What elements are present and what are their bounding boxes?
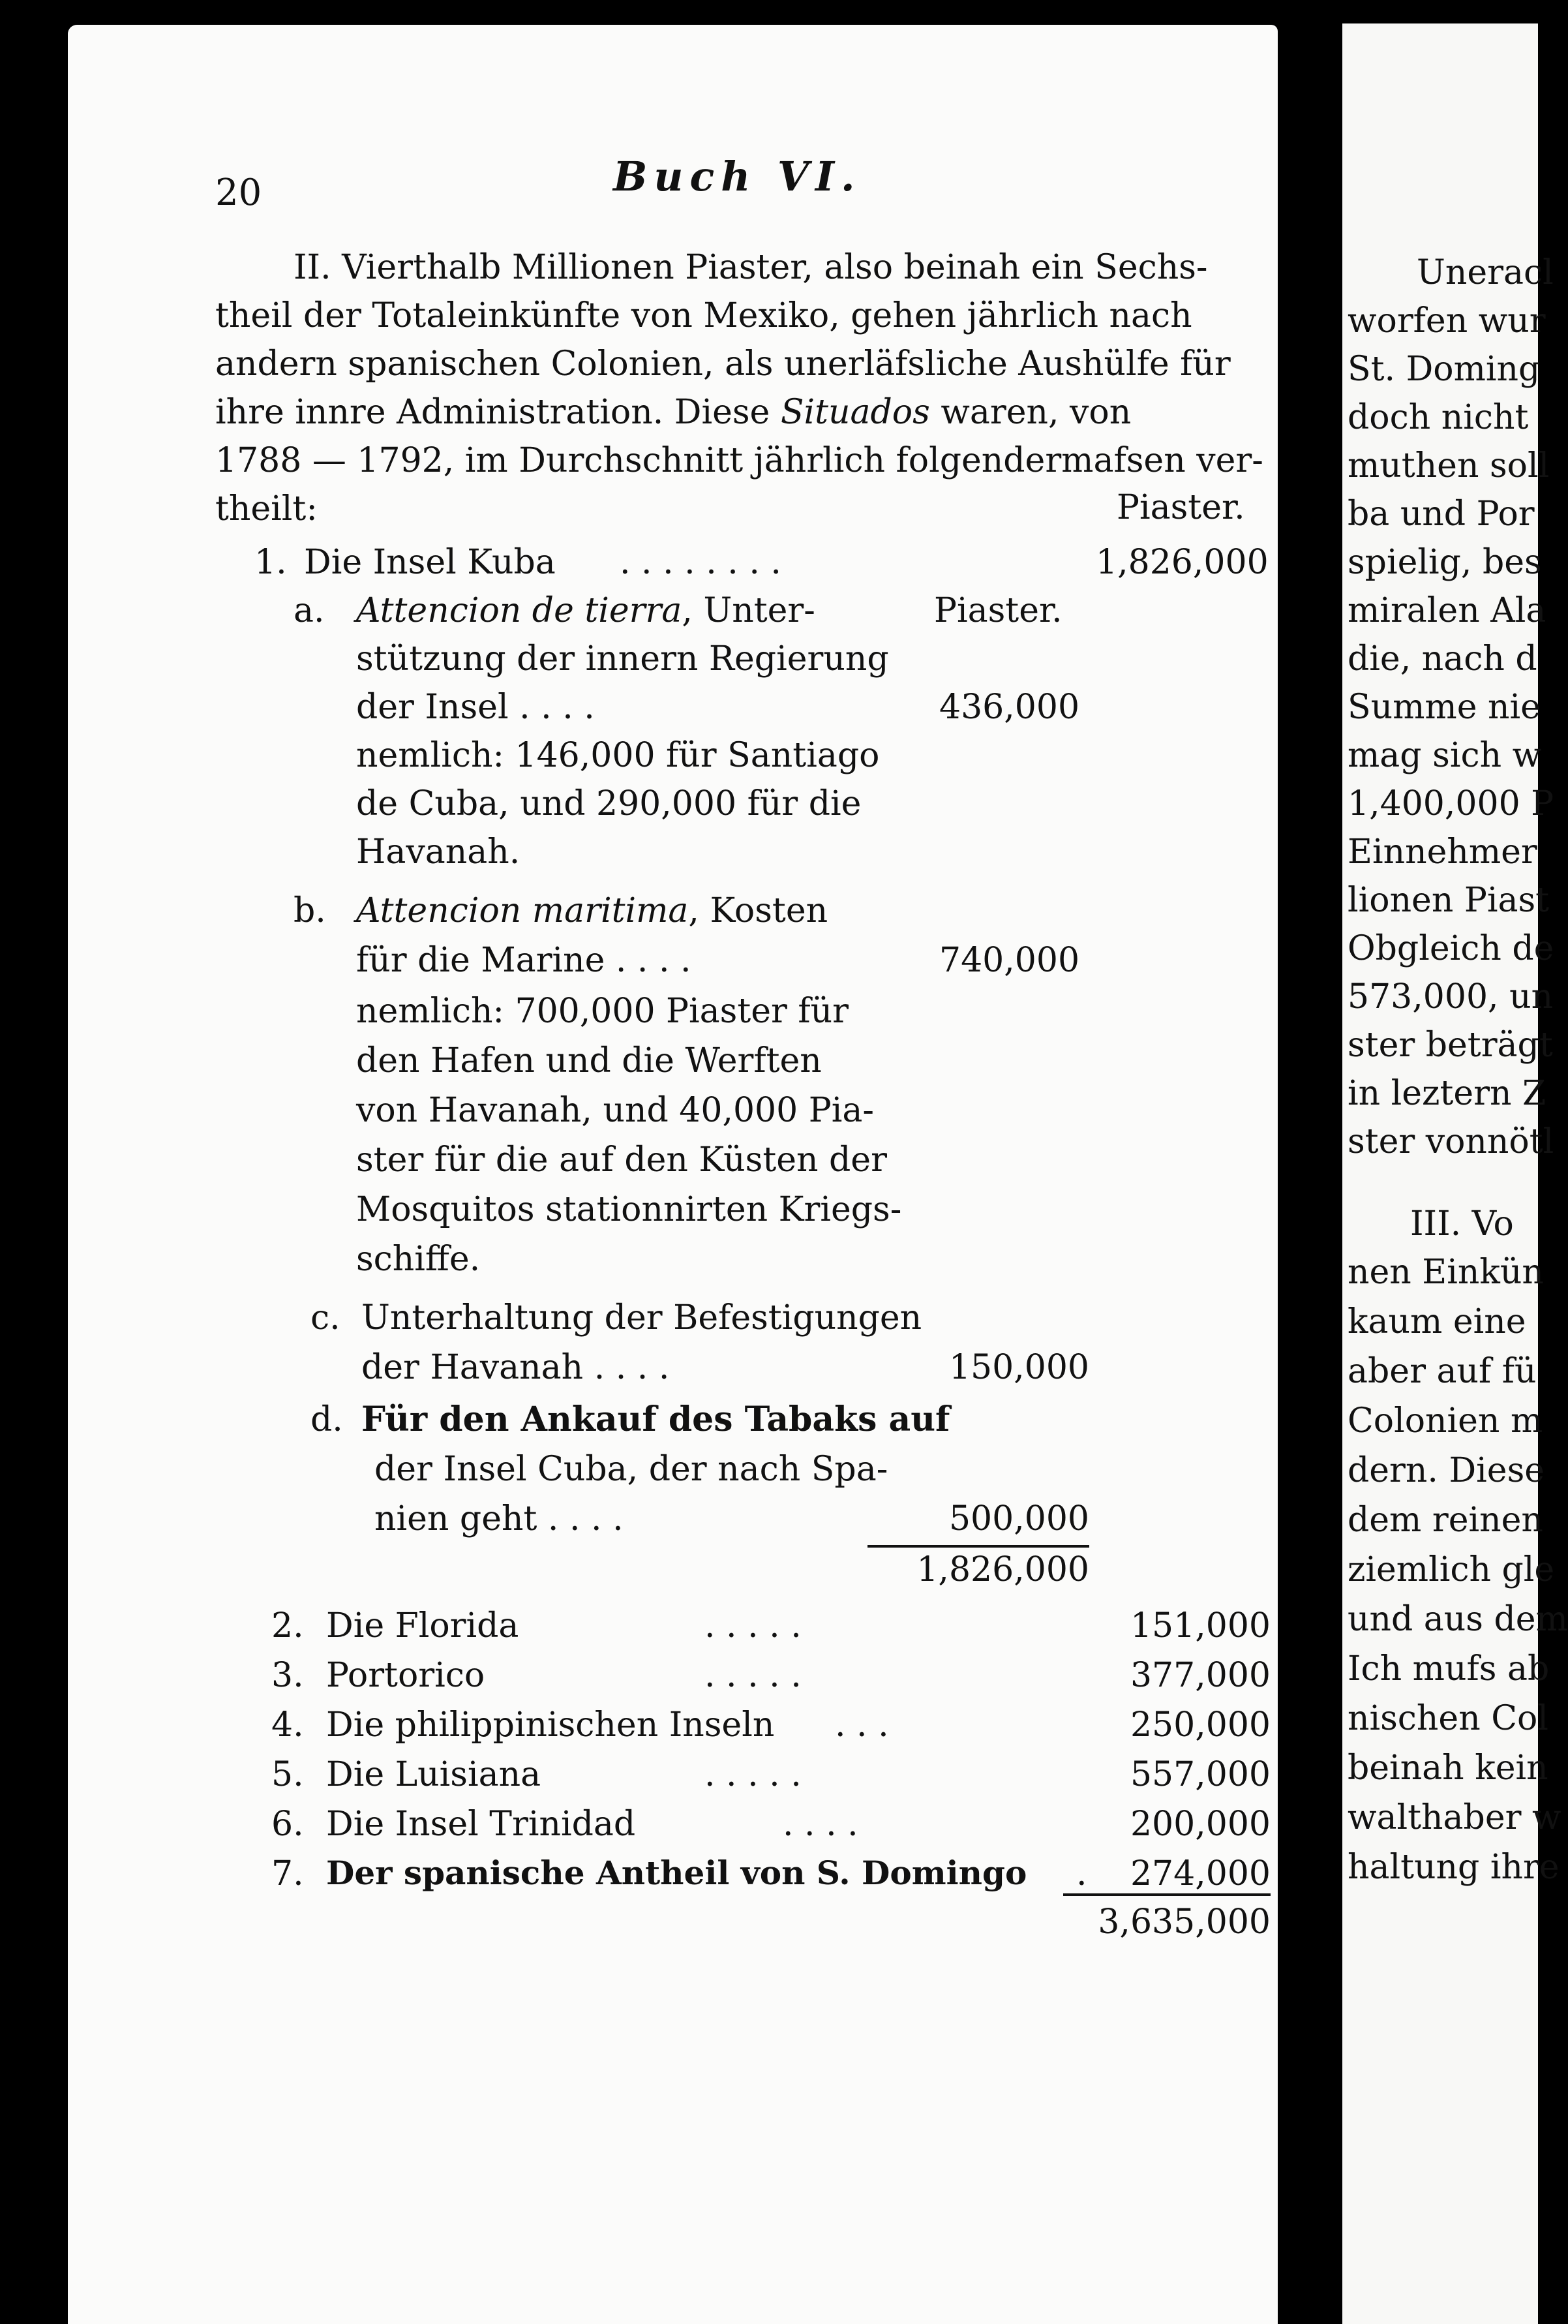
row-value: 557,000 <box>1130 1755 1271 1794</box>
row-dots: . . . . . . . . <box>620 543 781 582</box>
sub-line: Unterhaltung der Befestigungen <box>361 1298 922 1338</box>
sub-line: nemlich: 146,000 für Santiago <box>356 736 880 775</box>
right-line: spielig, bes <box>1348 543 1542 582</box>
right-line: St. Doming <box>1348 350 1541 389</box>
row-value: 274,000 <box>1130 1854 1271 1893</box>
row-dots: . . . . . <box>704 1656 802 1695</box>
sub-line: der Insel Cuba, der nach Spa- <box>374 1450 888 1489</box>
sub-line: de Cuba, und 290,000 für die <box>356 784 862 823</box>
sub-line: Mosquitos stationnirten Kriegs- <box>356 1190 902 1229</box>
intro-text: theil der Totaleinkünfte von Mexiko, gehen jährlich nach <box>215 296 1192 335</box>
row-dots: . . . <box>835 1705 889 1745</box>
sub-line: der Insel . . . . <box>356 688 595 727</box>
row-dots: . . . . . <box>704 1755 802 1794</box>
sub-line: Für den Ankauf des Tabaks auf <box>361 1399 950 1439</box>
row-value: 250,000 <box>1130 1705 1271 1745</box>
right-line: dem reinen <box>1348 1501 1543 1540</box>
total-value: 3,635,000 <box>1098 1903 1271 1942</box>
row-label: Die Florida <box>326 1606 519 1645</box>
sub-value: 740,000 <box>939 941 1080 980</box>
row-dots: . <box>1076 1854 1087 1893</box>
row-label: Die Insel Trinidad <box>326 1805 636 1844</box>
right-line: Summe nie <box>1348 688 1541 727</box>
intro-line <box>215 393 1132 432</box>
row-label: Portorico <box>326 1656 485 1695</box>
right-line: 1,400,000 P <box>1348 784 1554 823</box>
total-rule <box>1063 1893 1271 1896</box>
right-line: ba und Por <box>1348 495 1535 534</box>
intro-line <box>294 248 1208 287</box>
right-line: ziemlich gle <box>1348 1550 1555 1589</box>
running-header: Buch VI. <box>613 153 862 200</box>
right-line: Obgleich de <box>1348 929 1554 968</box>
sub-line <box>356 891 828 930</box>
row-number: 5. <box>271 1755 304 1794</box>
right-line: in leztern Z <box>1348 1074 1546 1113</box>
sub-emphasis: Attencion de tierra <box>356 591 682 630</box>
right-line: III. Vo <box>1410 1204 1514 1244</box>
sub-line: von Havanah, und 40,000 Pia- <box>356 1091 874 1130</box>
unit-header: Piaster. <box>1117 488 1245 527</box>
sub-key: b. <box>294 891 326 930</box>
intro-text: 1788 — 1792, im Durchschnitt jährlich folgendermafsen ver- <box>215 441 1263 480</box>
subtotal-value: 1,826,000 <box>916 1550 1089 1589</box>
right-line: walthaber w <box>1348 1798 1561 1837</box>
subtotal-rule <box>867 1545 1089 1548</box>
sub-line: für die Marine . . . . <box>356 941 691 980</box>
intro-text: waren, von <box>929 393 1132 432</box>
row-label: Die philippinischen Inseln <box>326 1705 775 1745</box>
sub-value: 500,000 <box>948 1499 1089 1538</box>
sub-line: stützung der innern Regierung <box>356 639 889 679</box>
right-line: nen Einkün <box>1348 1253 1544 1292</box>
right-line: haltung ihre <box>1348 1848 1560 1887</box>
intro-text: andern spanischen Colonien, als unerläfsliche Aushülfe für <box>215 344 1231 384</box>
sub-line: ster für die auf den Küsten der <box>356 1140 887 1180</box>
sub-text: , Unter- <box>682 591 815 630</box>
right-line: aber auf fü <box>1348 1352 1537 1391</box>
right-line: doch nicht <box>1348 398 1529 437</box>
right-line: lionen Piast <box>1348 881 1550 920</box>
sub-line: nien geht . . . . <box>374 1499 624 1538</box>
row-value: 200,000 <box>1130 1805 1271 1844</box>
row-number: 3. <box>271 1656 304 1695</box>
right-line: 573,000, un <box>1348 977 1554 1017</box>
row-label: Die Insel Kuba <box>304 543 556 582</box>
right-line: mag sich w <box>1348 736 1542 775</box>
right-line: muthen soll <box>1348 446 1550 485</box>
sub-value: 150,000 <box>948 1348 1089 1387</box>
row-number: 7. <box>271 1854 304 1893</box>
right-line: die, nach d <box>1348 639 1537 679</box>
right-line: Einnehmer <box>1348 833 1537 872</box>
sub-line: schiffe. <box>356 1240 481 1279</box>
row-number: 1. <box>254 543 287 582</box>
sub-line <box>356 591 815 630</box>
sub-unit-header: Piaster. <box>934 591 1063 630</box>
right-line: beinah kein <box>1348 1749 1548 1788</box>
right-line: Ich mufs ab <box>1348 1649 1550 1689</box>
row-number: 4. <box>271 1705 304 1745</box>
row-value: 151,000 <box>1130 1606 1271 1645</box>
right-line: kaum eine <box>1348 1302 1526 1341</box>
row-value: 1,826,000 <box>1096 543 1269 582</box>
right-line: nischen Col <box>1348 1699 1548 1738</box>
sub-line: der Havanah . . . . <box>361 1348 670 1387</box>
sub-key: a. <box>294 591 325 630</box>
intro-text: theilt: <box>215 489 318 528</box>
sub-value: 436,000 <box>939 688 1080 727</box>
right-line: ster beträgt <box>1348 1026 1553 1065</box>
intro-line <box>215 296 1192 335</box>
right-line: Colonien m <box>1348 1401 1543 1441</box>
right-line: miralen Ala <box>1348 591 1546 630</box>
sub-key: d. <box>310 1400 343 1439</box>
right-line: und aus dem <box>1348 1600 1568 1639</box>
right-line: dern. Diese <box>1348 1451 1545 1490</box>
intro-text: II. Vierthalb Millionen Piaster, also beinah ein Sechs- <box>294 248 1208 287</box>
intro-text: ihre innre Administration. Diese <box>215 393 781 432</box>
row-number: 6. <box>271 1805 304 1844</box>
intro-line <box>215 489 318 528</box>
sub-line: nemlich: 700,000 Piaster für <box>356 992 849 1031</box>
row-dots: . . . . <box>783 1805 858 1844</box>
sub-key: c. <box>310 1298 340 1338</box>
row-label: Der spanische Antheil von S. Domingo <box>326 1854 1027 1892</box>
row-number: 2. <box>271 1606 304 1645</box>
right-line: Uneracl <box>1417 253 1554 292</box>
page-number: 20 <box>215 172 262 214</box>
intro-line <box>215 441 1263 480</box>
sub-line: den Hafen und die Werften <box>356 1041 822 1080</box>
row-label: Die Luisiana <box>326 1755 541 1794</box>
sub-text: , Kosten <box>688 891 828 930</box>
intro-emphasis: Situados <box>780 393 930 432</box>
sub-line: Havanah. <box>356 833 520 872</box>
right-line: ster vonnötl <box>1348 1122 1554 1161</box>
sub-emphasis: Attencion maritima <box>356 891 689 930</box>
right-line: worfen wur <box>1348 301 1546 341</box>
row-value: 377,000 <box>1130 1656 1271 1695</box>
intro-line <box>215 344 1231 384</box>
row-dots: . . . . . <box>704 1606 802 1645</box>
